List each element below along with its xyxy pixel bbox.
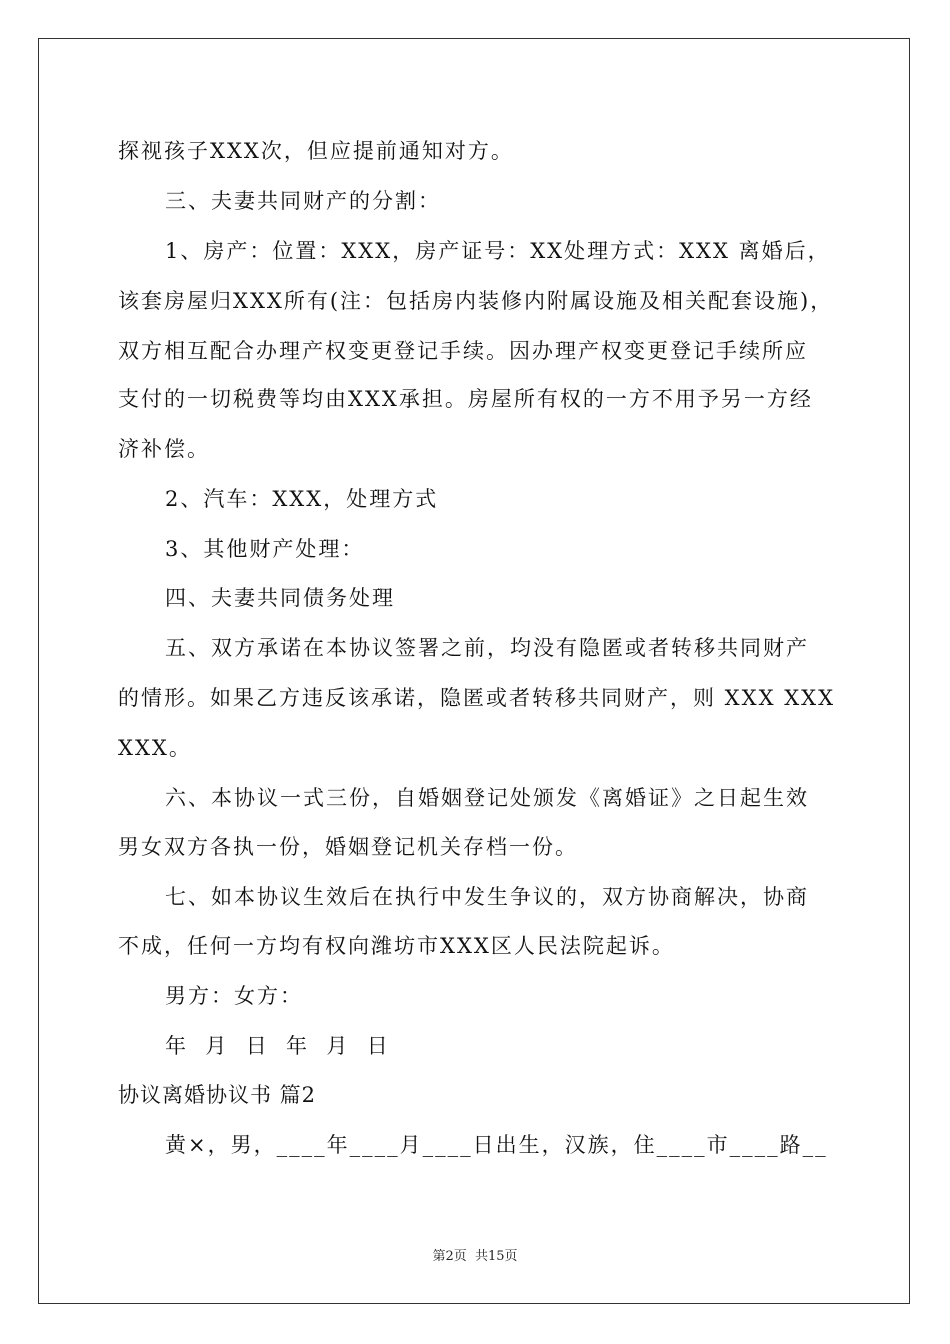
paragraph-line: 黄×，男，____年____月____日出生，汉族，住____市____路__: [165, 1133, 828, 1157]
paragraph-line: 2、汽车：XXX，处理方式: [165, 487, 439, 511]
paragraph-line: 不成，任何一方均有权向潍坊市XXX区人民法院起诉。: [118, 934, 675, 958]
section-heading-debt: 四、夫妻共同债务处理: [165, 586, 395, 610]
paragraph-line: 六、本协议一式三份，自婚姻登记处颁发《离婚证》之日起生效: [165, 786, 809, 810]
article-title: 协议离婚协议书 篇2: [118, 1083, 317, 1107]
section-heading-property: 三、夫妻共同财产的分割：: [165, 189, 441, 213]
paragraph-line: 双方相互配合办理产权变更登记手续。因办理产权变更登记手续所应: [118, 339, 808, 363]
page-footer: [0, 1248, 950, 1266]
paragraph-line: 七、如本协议生效后在执行中发生争议的，双方协商解决，协商: [165, 885, 809, 909]
paragraph-line: 男女双方各执一份，婚姻登记机关存档一份。: [118, 835, 578, 859]
paragraph-line: 五、双方承诺在本协议签署之前，均没有隐匿或者转移共同财产: [165, 636, 809, 660]
paragraph-line: 济补偿。: [118, 437, 210, 461]
paragraph-line: 3、其他财产处理：: [165, 537, 365, 561]
paragraph-line: 该套房屋归XXX所有(注：包括房内装修内附属设施及相关配套设施)，: [118, 289, 834, 313]
page-number: 第2页: [432, 1249, 467, 1264]
paragraph-line: 探视孩子XXX次，但应提前通知对方。: [118, 139, 514, 163]
paragraph-line: 的情形。如果乙方违反该承诺，隐匿或者转移共同财产，则 XXX XXX: [118, 686, 836, 710]
page-border: [38, 38, 910, 1304]
date-line: 年 月 日 年 月 日: [165, 1034, 390, 1058]
paragraph-line: 支付的一切税费等均由XXX承担。房屋所有权的一方不用予另一方经: [118, 387, 813, 411]
signature-line: 男方：女方：: [165, 984, 303, 1008]
paragraph-line: XXX。: [118, 736, 192, 760]
page-total: 共15页: [474, 1249, 518, 1264]
paragraph-line: 1、房产：位置：XXX，房产证号：XX处理方式：XXX 离婚后，: [165, 239, 831, 263]
